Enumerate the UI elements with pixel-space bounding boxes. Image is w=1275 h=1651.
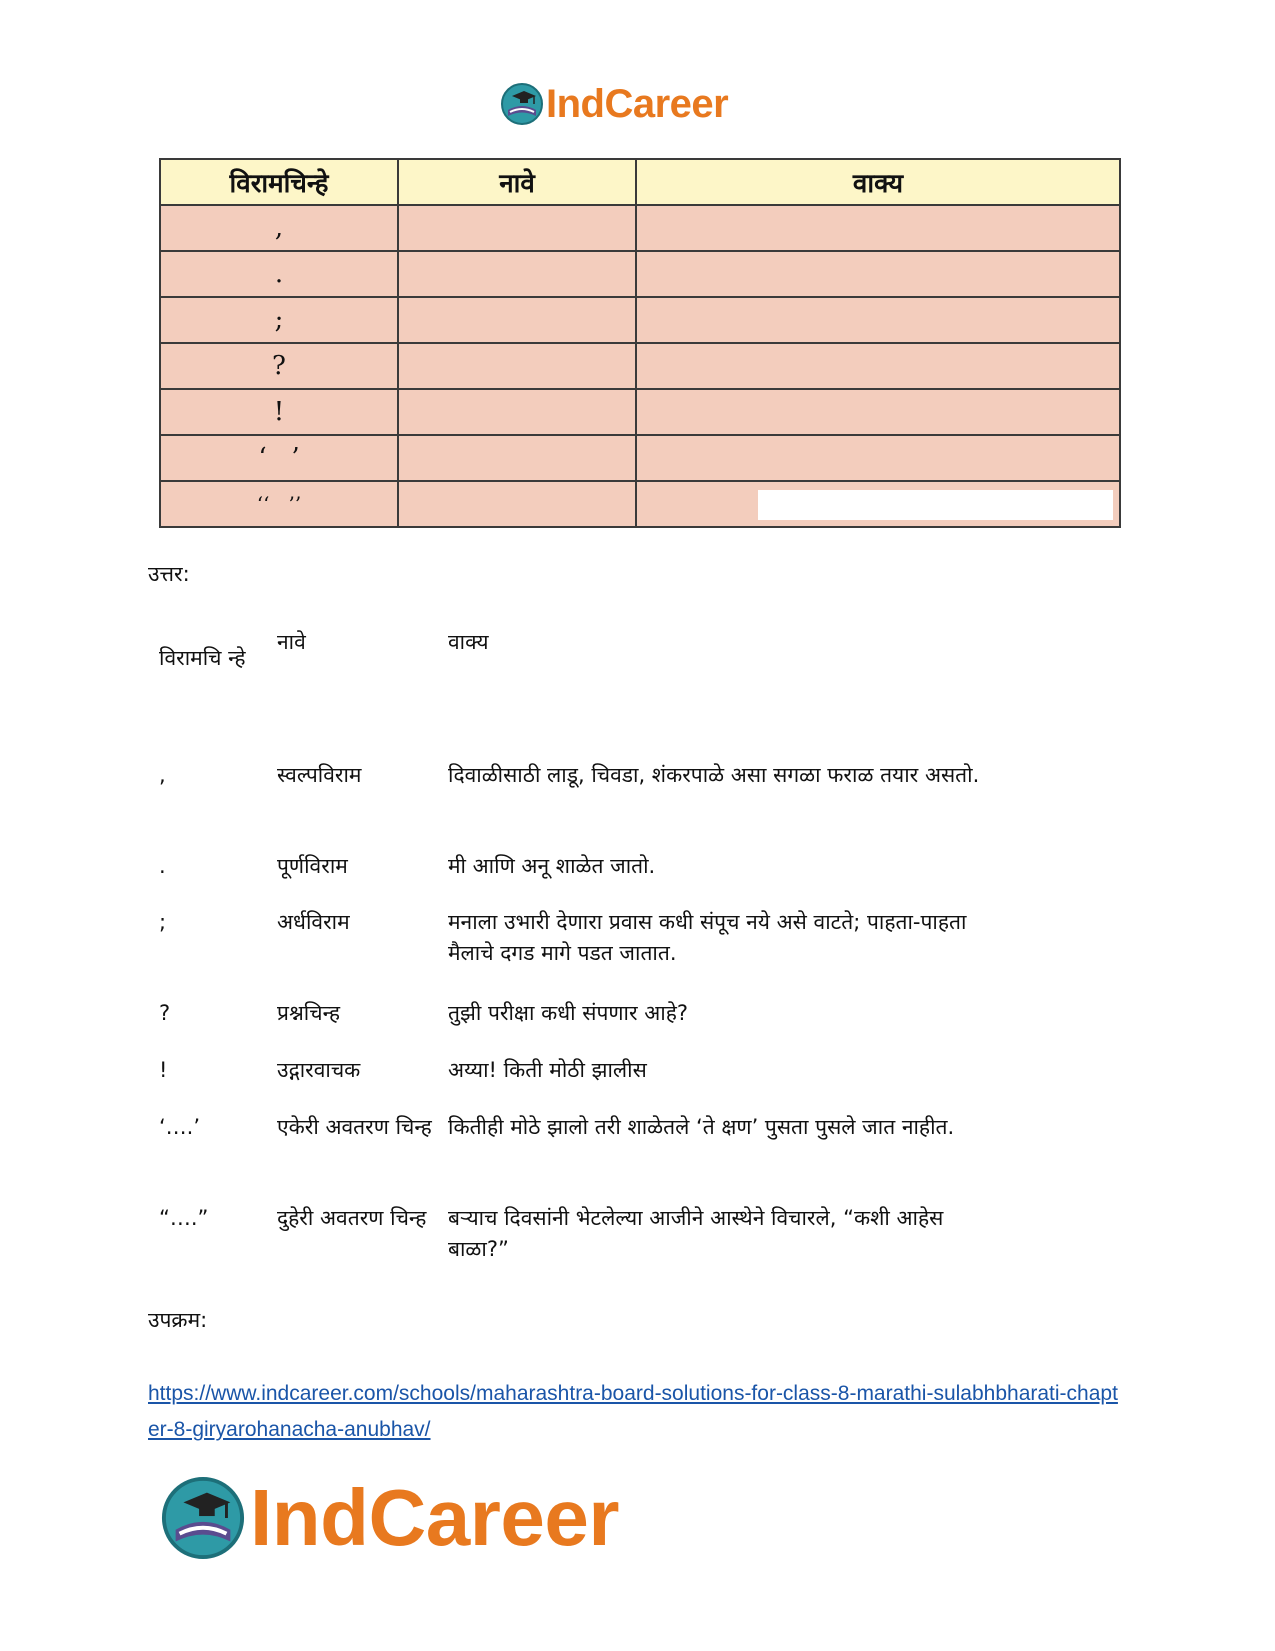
answer-sentence: तुझी परीक्षा कधी संपणार आहे? — [448, 1001, 689, 1025]
symbol-cell: ‘ ’ — [160, 435, 398, 481]
name-cell — [398, 389, 636, 435]
answer-header-name: नावे — [277, 630, 306, 654]
graduation-book-icon — [500, 82, 544, 126]
name-cell — [398, 343, 636, 389]
table-row — [160, 251, 1120, 297]
answer-header-symbol: विरामचि न्हे — [159, 646, 246, 670]
answer-label: उत्तर: — [148, 562, 190, 586]
table-header-row — [160, 159, 1120, 205]
name-cell — [398, 251, 636, 297]
indcareer-logo-bottom — [160, 1468, 720, 1568]
graduation-book-icon — [160, 1475, 246, 1561]
answer-symbol: ; — [159, 910, 167, 934]
answer-name: पूर्णविराम — [277, 854, 348, 878]
answer-sentence: मनाला उभारी देणारा प्रवास कधी संपूच नये असे वाटते; पाहता-पाहता मैलाचे दगड मागे पडत जातात. — [448, 910, 967, 965]
name-cell — [398, 297, 636, 343]
symbol-cell: . — [160, 251, 398, 297]
answer-header-sentence: वाक्य — [448, 630, 489, 654]
symbol-cell: , — [160, 205, 398, 251]
name-cell — [398, 435, 636, 481]
activity-label: उपक्रम: — [148, 1308, 208, 1332]
answer-name: प्रश्नचिन्ह — [277, 1001, 340, 1025]
answer-symbol: , — [159, 763, 166, 787]
sentence-cell — [636, 343, 1120, 389]
answer-symbol: ! — [159, 1058, 168, 1082]
symbol-cell: ! — [160, 389, 398, 435]
header-symbols: विरामचिन्हे — [160, 159, 398, 205]
table-row — [160, 205, 1120, 251]
sentence-cell — [636, 435, 1120, 481]
whiteout-patch — [758, 490, 1113, 520]
symbol-cell: ‘‘ ’’ — [160, 481, 398, 527]
source-link[interactable]: https://www.indcareer.com/schools/maharashtra-board-solutions-for-class-8-marathi-sulabhbharati-chapter-8-giryarohanacha-anubhav/ — [148, 1382, 1118, 1441]
symbol-cell: ? — [160, 343, 398, 389]
answer-sentence: अय्या! किती मोठी झालीस — [448, 1058, 647, 1082]
answer-sentence: बऱ्याच दिवसांनी भेटलेल्या आजीने आस्थेने विचारले, “कशी आहेस बाळा?” — [448, 1206, 944, 1261]
name-cell — [398, 205, 636, 251]
answer-name: अर्धविराम — [277, 910, 350, 934]
answer-symbol: “….” — [159, 1206, 209, 1230]
punctuation-question-table — [159, 158, 1121, 528]
answer-sentence: दिवाळीसाठी लाडू, चिवडा, शंकरपाळे असा सगळा फराळ तयार असतो. — [448, 763, 980, 787]
table-row — [160, 435, 1120, 481]
answer-sentence: मी आणि अनू शाळेत जातो. — [448, 854, 656, 878]
brand-name: IndCareer — [250, 1473, 619, 1562]
brand-name: IndCareer — [546, 81, 729, 126]
answer-sentence: कितीही मोठे झालो तरी शाळेतले ‘ते क्षण’ पुसता पुसले जात नाहीत. — [448, 1115, 955, 1139]
answer-symbol: ‘….’ — [159, 1115, 201, 1139]
sentence-cell — [636, 251, 1120, 297]
header-names: नावे — [398, 159, 636, 205]
name-cell — [398, 481, 636, 527]
indcareer-logo-top — [500, 78, 780, 130]
answer-name: स्वल्पविराम — [277, 763, 362, 787]
table-row — [160, 389, 1120, 435]
answer-name: उद्गारवाचक — [277, 1058, 361, 1082]
answer-symbol: ? — [159, 1001, 171, 1025]
table-row — [160, 481, 1120, 527]
table-row — [160, 297, 1120, 343]
sentence-cell — [636, 389, 1120, 435]
answer-name: दुहेरी अवतरण चिन्ह — [277, 1206, 427, 1230]
answer-symbol: . — [159, 854, 166, 878]
sentence-cell — [636, 297, 1120, 343]
table-row — [160, 343, 1120, 389]
sentence-cell — [636, 205, 1120, 251]
header-sentence: वाक्य — [636, 159, 1120, 205]
sentence-cell — [636, 481, 1120, 527]
answer-name: एकेरी अवतरण चिन्ह — [277, 1115, 432, 1139]
symbol-cell: ; — [160, 297, 398, 343]
